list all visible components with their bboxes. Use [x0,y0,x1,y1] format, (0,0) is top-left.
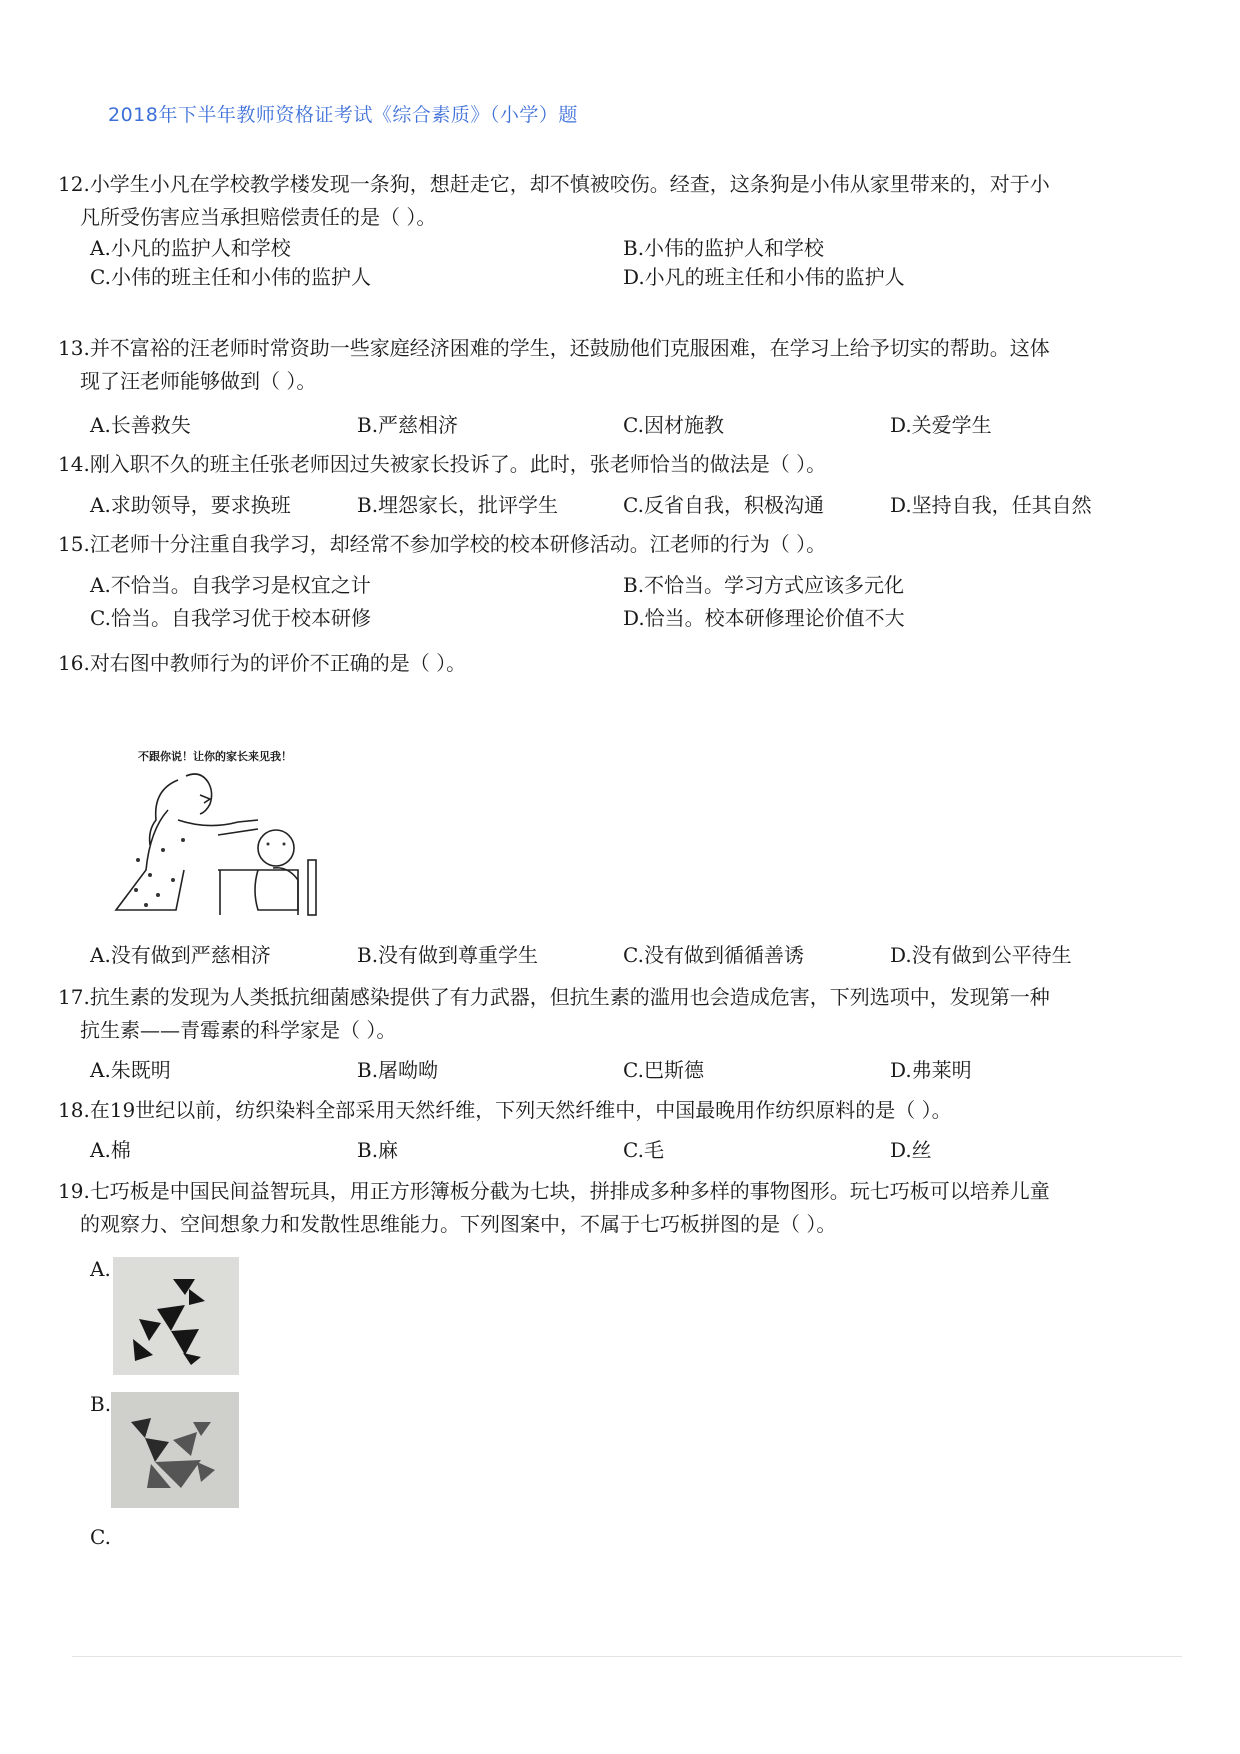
question-number: 16. [58,651,90,675]
question-text-cont: 现了汪老师能够做到（ ）。 [80,369,317,393]
option-d: D.没有做到公平待生 [890,943,1072,967]
question-text: 江老师十分注重自我学习，却经常不参加学校的校本研修活动。江老师的行为（ ）。 [89,532,827,556]
question-13 [58,332,1158,398]
cartoon-drawing [108,740,348,920]
option-a: A.朱既明 [90,1058,171,1082]
option-d: D.关爱学生 [890,413,992,437]
option-b: B.小伟的监护人和学校 [623,236,825,260]
question-number: 17. [58,985,90,1009]
tangram-figure-a [113,1257,239,1375]
option-c: C.反省自我，积极沟通 [623,493,824,517]
option-b: B.埋怨家长，批评学生 [357,493,559,517]
teacher-cartoon-image [108,740,348,920]
question-text-cont: 凡所受伤害应当承担赔偿责任的是（ ）。 [80,205,437,229]
question-15 [58,528,1158,561]
question-text-cont: 的观察力、空间想象力和发散性思维能力。下列图案中，不属于七巧板拼图的是（ ）。 [80,1212,837,1236]
option-b: B.严慈相济 [357,413,459,437]
question-text: 在19世纪以前，纺织染料全部采用天然纤维，下列天然纤维中，中国最晚用作纺织原料的是（ ）。 [89,1098,952,1122]
cartoon-speech-text: 不跟你说！让你的家长来见我！ [138,750,292,763]
question-14 [58,448,1158,481]
question-text: 小学生小凡在学校教学楼发现一条狗，想赶走它，却不慎被咬伤。经查，这条狗是小伟从家里带来的，对于小 [89,172,1050,196]
option-a: A.长善救失 [90,413,191,437]
tangram-image-a [113,1257,239,1375]
question-text: 抗生素的发现为人类抵抗细菌感染提供了有力武器，但抗生素的滥用也会造成危害，下列选项中，发现第一种 [89,985,1050,1009]
option-d: D.坚持自我，任其自然 [890,493,1092,517]
question-16 [58,647,1158,680]
option-c: C.毛 [623,1138,664,1162]
page-header-title: 2018年下半年教师资格证考试《综合素质》（小学）题 [108,104,578,126]
question-number: 19. [58,1179,90,1203]
tangram-image-b [111,1392,239,1508]
question-17 [58,981,1158,1047]
option-a: A.求助领导，要求换班 [90,493,291,517]
question-text: 并不富裕的汪老师时常资助一些家庭经济困难的学生，还鼓励他们克服困难，在学习上给予切实的帮助。这体 [89,336,1050,360]
question-number: 12. [58,172,90,196]
question-text-cont: 抗生素——青霉素的科学家是（ ）。 [80,1018,397,1042]
option-b: B.麻 [357,1138,399,1162]
option-b: B.不恰当。学习方式应该多元化 [623,573,905,597]
option-c: C.小伟的班主任和小伟的监护人 [90,265,371,289]
option-c: C.没有做到循循善诱 [623,943,804,967]
question-number: 15. [58,532,90,556]
option-a: A.小凡的监护人和学校 [90,236,291,260]
option-d: D.丝 [890,1138,932,1162]
option-d: D.弗莱明 [890,1058,972,1082]
question-text: 对右图中教师行为的评价不正确的是（ ）。 [89,651,467,675]
option-d: D.恰当。校本研修理论价值不大 [623,606,905,630]
question-number: 13. [58,336,90,360]
question-19 [58,1175,1158,1241]
option-a: A.不恰当。自我学习是权宜之计 [90,573,371,597]
footer-divider [72,1656,1182,1657]
question-text: 刚入职不久的班主任张老师因过失被家长投诉了。此时，张老师恰当的做法是（ ）。 [89,452,827,476]
option-a: A.没有做到严慈相济 [90,943,271,967]
question-number: 14. [58,452,90,476]
option-c-label: C. [90,1525,111,1549]
option-d: D.小凡的班主任和小伟的监护人 [623,265,905,289]
option-b-label: B. [90,1392,112,1416]
tangram-figure-b [111,1392,239,1508]
question-text: 七巧板是中国民间益智玩具，用正方形簿板分截为七块，拼排成多种多样的事物图形。玩七巧板可以培养儿童 [89,1179,1050,1203]
option-c: C.恰当。自我学习优于校本研修 [90,606,371,630]
question-12 [58,168,1158,234]
question-18 [58,1094,1158,1127]
option-b: B.屠呦呦 [357,1058,439,1082]
option-c: C.巴斯德 [623,1058,704,1082]
option-a: A.棉 [90,1138,131,1162]
option-a-label: A. [90,1257,111,1281]
option-b: B.没有做到尊重学生 [357,943,539,967]
question-number: 18. [58,1098,90,1122]
option-c: C.因材施教 [623,413,724,437]
